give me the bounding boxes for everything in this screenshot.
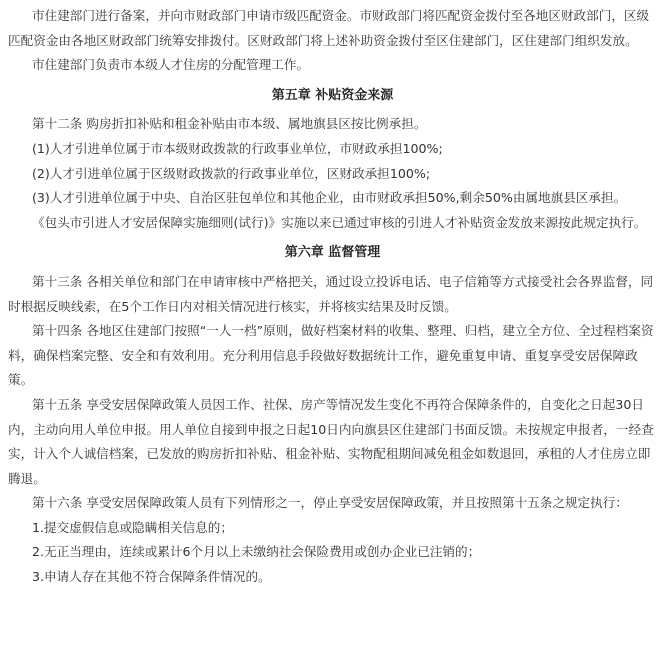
article-14: 第十四条 各地区住建部门按照“一人一档”原则，做好档案材料的收集、整理、归档，建立全方位、全过程档案资料，确保档案完整、安全和有效利用。充分利用信息手段做好数据统计工作，避免重复申请、重复享受安居保障政策。 [8, 323, 654, 388]
article-16-item-3: 3.申请人存在其他不符合保障条件情况的。 [32, 569, 271, 585]
article-12: 第十二条 购房折扣补贴和租金补贴由市本级、属地旗县区按比例承担。 [32, 116, 427, 132]
article-12-item-3: (3)人才引进单位属于中央、自治区驻包单位和其他企业，由市财政承担50%,剩余50%由属地旗县区承担。 [32, 190, 627, 206]
article-16-item-1: 1.提交虚假信息或隐瞒相关信息的； [32, 519, 233, 535]
chapter5-title: 第五章 补贴资金来源 [271, 87, 394, 103]
article-12-note: 《包头市引进人才安居保障实施细则(试行)》实施以来已通过审核的引进人才补贴资金发放来源按此规定执行。 [32, 214, 647, 230]
article-15: 第十五条 享受安居保障政策人员因工作、社保、房产等情况发生变化不再符合保障条件的，自变化之日起30日内，主动向用人单位申报。用人单位自接到申报之日起10日内向旗县区住建部门书面反馈。未按规定申报者，一经查实，计入个人诚信档案，已发放的购房折扣补贴、租金补贴、实物配租期间减免租金如数退回，承租的人才住房立即腾退。 [8, 396, 654, 486]
chapter6-title: 第六章 监督管理 [284, 245, 381, 261]
paragraph-intro-1: 市住建部门进行备案，并向市财政部门申请市级匹配资金。市财政部门将匹配资金拨付至各地区财政部门，区级匹配资金由各地区财政部门统筹安排拨付。区财政部门将上述补助资金拨付至区住建部门，区住建部门组织发放。 [8, 8, 650, 48]
article-16: 第十六条 享受安居保障政策人员有下列情形之一，停止享受安居保障政策，并且按照第十五条之规定执行： [32, 495, 628, 511]
paragraph-intro-2: 市住建部门负责市本级人才住房的分配管理工作。 [32, 57, 310, 73]
article-12-item-1: (1)人才引进单位属于市本级财政拨款的行政事业单位，市财政承担100%; [32, 140, 443, 156]
article-16-item-2: 2.无正当理由，连续或累计6个月以上未缴纳社会保险费用或创办企业已注销的； [32, 544, 481, 560]
article-13: 第十三条 各相关单位和部门在申请审核中严格把关，通过设立投诉电话、电子信箱等方式接受社会各界监督，同时根据反映线索，在5个工作日内对相关情况进行核实，并将核实结果及时反馈。 [8, 273, 654, 314]
article-12-item-2: (2)人才引进单位属于区级财政拨款的行政事业单位，区财政承担100%; [32, 165, 431, 181]
